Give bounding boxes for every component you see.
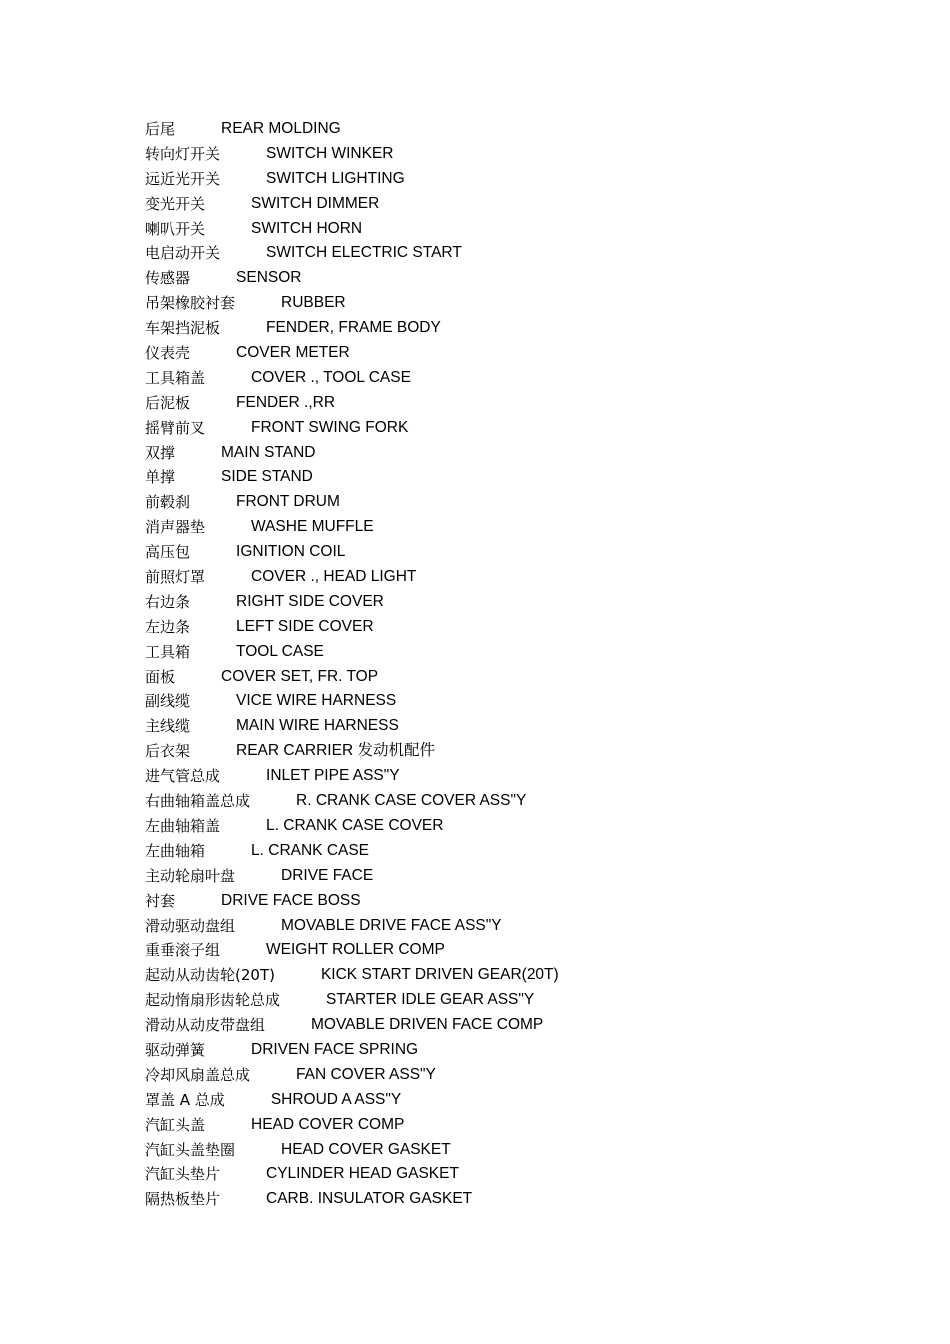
- english-term: TOOL CASE: [236, 642, 324, 660]
- glossary-row: [145, 1162, 559, 1187]
- glossary-row: [145, 864, 559, 889]
- glossary-row: [145, 1038, 559, 1063]
- chinese-term: 起动惰扇形齿轮总成: [145, 991, 281, 1010]
- glossary-row: [145, 938, 559, 963]
- chinese-term: 高压包: [145, 543, 191, 562]
- glossary-row: [145, 416, 559, 441]
- chinese-term: 电启动开关: [145, 244, 221, 263]
- glossary-row: [145, 1063, 559, 1088]
- english-term: SWITCH LIGHTING: [266, 169, 405, 187]
- glossary-row: [145, 341, 559, 366]
- chinese-term: 副线缆: [145, 692, 191, 711]
- english-term: COVER METER: [236, 344, 350, 362]
- glossary-row: [145, 441, 559, 466]
- glossary-row: [145, 739, 559, 764]
- english-term: LEFT SIDE COVER: [236, 617, 374, 635]
- english-term: DRIVE FACE BOSS: [221, 891, 361, 909]
- chinese-term: 后尾: [145, 120, 176, 138]
- english-term: CYLINDER HEAD GASKET: [266, 1165, 459, 1183]
- english-term: REAR CARRIER 发动机配件: [236, 742, 435, 760]
- glossary-row: [145, 714, 559, 739]
- chinese-term: 后衣架: [145, 742, 191, 761]
- chinese-term: 传感器: [145, 269, 191, 288]
- glossary-row: [145, 366, 559, 391]
- english-term: SENSOR: [236, 269, 302, 287]
- chinese-term: 汽缸头垫片: [145, 1165, 221, 1184]
- english-term: INLET PIPE ASS"Y: [266, 767, 400, 785]
- chinese-term: 汽缸头盖: [145, 1115, 206, 1134]
- glossary-row: [145, 963, 559, 988]
- chinese-term: 摇臂前叉: [145, 418, 206, 437]
- glossary-row: [145, 515, 559, 540]
- parts-glossary-list: [145, 117, 559, 1212]
- glossary-row: [145, 615, 559, 640]
- english-term: FRONT DRUM: [236, 493, 340, 511]
- english-term: FAN COVER ASS"Y: [296, 1065, 436, 1083]
- chinese-term: 吊架橡胶衬套: [145, 294, 236, 313]
- english-term: FENDER, FRAME BODY: [266, 319, 441, 337]
- glossary-row: [145, 889, 559, 914]
- english-term: COVER ., TOOL CASE: [251, 368, 411, 386]
- glossary-row: [145, 167, 559, 192]
- english-term: SHROUD A ASS"Y: [270, 1090, 402, 1108]
- chinese-term: 汽缸头盖垫圈: [145, 1140, 236, 1159]
- glossary-row: [145, 1113, 559, 1138]
- chinese-term: 转向灯开关: [145, 144, 221, 163]
- chinese-term: 重垂滚子组: [145, 941, 221, 960]
- english-term: SIDE STAND: [221, 468, 313, 486]
- english-term: RUBBER: [281, 294, 346, 312]
- chinese-term: 后泥板: [145, 393, 191, 412]
- chinese-term: 主线缆: [145, 717, 191, 736]
- glossary-row: [145, 490, 559, 515]
- chinese-term: 隔热板垫片: [145, 1190, 221, 1209]
- chinese-term: 进气管总成: [145, 767, 221, 786]
- glossary-row: [145, 988, 559, 1013]
- chinese-term: 起动从动齿轮(20T): [145, 966, 275, 985]
- glossary-row: [145, 465, 559, 490]
- english-term: WEIGHT ROLLER COMP: [266, 941, 445, 959]
- glossary-row: [145, 565, 559, 590]
- chinese-term: 变光开关: [145, 194, 206, 213]
- glossary-row: [145, 914, 559, 939]
- english-term: RIGHT SIDE COVER: [236, 592, 384, 610]
- english-term: MOVABLE DRIVEN FACE COMP: [311, 1016, 544, 1034]
- english-term: VICE WIRE HARNESS: [236, 692, 397, 710]
- english-term: MOVABLE DRIVE FACE ASS"Y: [281, 916, 502, 934]
- glossary-row: [145, 590, 559, 615]
- english-term: FRONT SWING FORK: [251, 418, 409, 436]
- chinese-term: 喇叭开关: [145, 219, 206, 238]
- chinese-term: 左曲轴箱: [145, 841, 206, 860]
- chinese-term: 主动轮扇叶盘: [145, 866, 236, 885]
- glossary-row: [145, 540, 559, 565]
- glossary-row: [145, 689, 559, 714]
- english-term: FENDER .,RR: [236, 393, 336, 411]
- chinese-term: 右边条: [145, 592, 191, 611]
- chinese-term: 滑动从动皮带盘组: [145, 1016, 266, 1035]
- chinese-term: 冷却风扇盖总成: [145, 1065, 251, 1084]
- glossary-row: [145, 789, 559, 814]
- glossary-row: [145, 316, 559, 341]
- english-term: COVER SET, FR. TOP: [221, 667, 379, 685]
- glossary-row: [145, 1187, 559, 1212]
- english-term: DRIVE FACE: [281, 866, 374, 884]
- english-term: SWITCH HORN: [251, 219, 363, 237]
- chinese-term: 工具箱: [145, 642, 191, 661]
- chinese-term: 远近光开关: [145, 169, 221, 188]
- chinese-term: 罩盖 A 总成: [145, 1090, 225, 1109]
- english-term: DRIVEN FACE SPRING: [251, 1040, 419, 1058]
- chinese-term: 仪表壳: [145, 344, 191, 363]
- english-term: MAIN STAND: [221, 443, 316, 461]
- glossary-row: [145, 665, 559, 690]
- glossary-row: [145, 142, 559, 167]
- english-term: HEAD COVER GASKET: [281, 1140, 451, 1158]
- glossary-row: [145, 640, 559, 665]
- chinese-term: 前毂刹: [145, 493, 191, 512]
- chinese-term: 双撑: [145, 443, 176, 462]
- english-term: SWITCH WINKER: [266, 144, 394, 162]
- chinese-term: 左边条: [145, 617, 191, 636]
- english-term: REAR MOLDING: [221, 120, 341, 137]
- glossary-row: [145, 117, 559, 142]
- english-term: R. CRANK CASE COVER ASS"Y: [296, 792, 527, 810]
- glossary-row: [145, 391, 559, 416]
- english-term: WASHE MUFFLE: [251, 518, 374, 536]
- glossary-row: [145, 291, 559, 316]
- english-term: L. CRANK CASE COVER: [266, 816, 444, 834]
- chinese-term: 滑动驱动盘组: [145, 916, 236, 935]
- chinese-term: 驱动弹簧: [145, 1040, 206, 1059]
- english-term: IGNITION COIL: [236, 543, 346, 561]
- chinese-term: 右曲轴箱盖总成: [145, 792, 251, 811]
- chinese-term: 前照灯罩: [145, 568, 206, 587]
- english-term: SWITCH DIMMER: [251, 194, 380, 212]
- chinese-term: 工具箱盖: [145, 368, 206, 387]
- glossary-row: [145, 192, 559, 217]
- chinese-term: 面板: [145, 667, 176, 686]
- english-term: CARB. INSULATOR GASKET: [266, 1190, 473, 1208]
- glossary-row: [145, 814, 559, 839]
- glossary-row: [145, 1138, 559, 1163]
- english-term: SWITCH ELECTRIC START: [266, 244, 462, 262]
- glossary-row: [145, 217, 559, 242]
- english-term: MAIN WIRE HARNESS: [236, 717, 399, 735]
- chinese-term: 消声器垫: [145, 518, 206, 537]
- chinese-term: 左曲轴箱盖: [145, 816, 221, 835]
- chinese-term: 车架挡泥板: [145, 319, 221, 338]
- english-term: L. CRANK CASE: [251, 841, 370, 859]
- english-term: COVER ., HEAD LIGHT: [251, 568, 417, 586]
- chinese-term: 衬套: [145, 891, 176, 910]
- glossary-row: [145, 764, 559, 789]
- chinese-term: 单撑: [145, 468, 176, 487]
- english-term: HEAD COVER COMP: [251, 1115, 405, 1133]
- glossary-row: [145, 241, 559, 266]
- glossary-row: [145, 839, 559, 864]
- glossary-row: [145, 266, 559, 291]
- glossary-row: [145, 1088, 559, 1113]
- glossary-row: [145, 1013, 559, 1038]
- english-term: KICK START DRIVEN GEAR(20T): [320, 966, 559, 984]
- english-term: STARTER IDLE GEAR ASS"Y: [326, 991, 535, 1009]
